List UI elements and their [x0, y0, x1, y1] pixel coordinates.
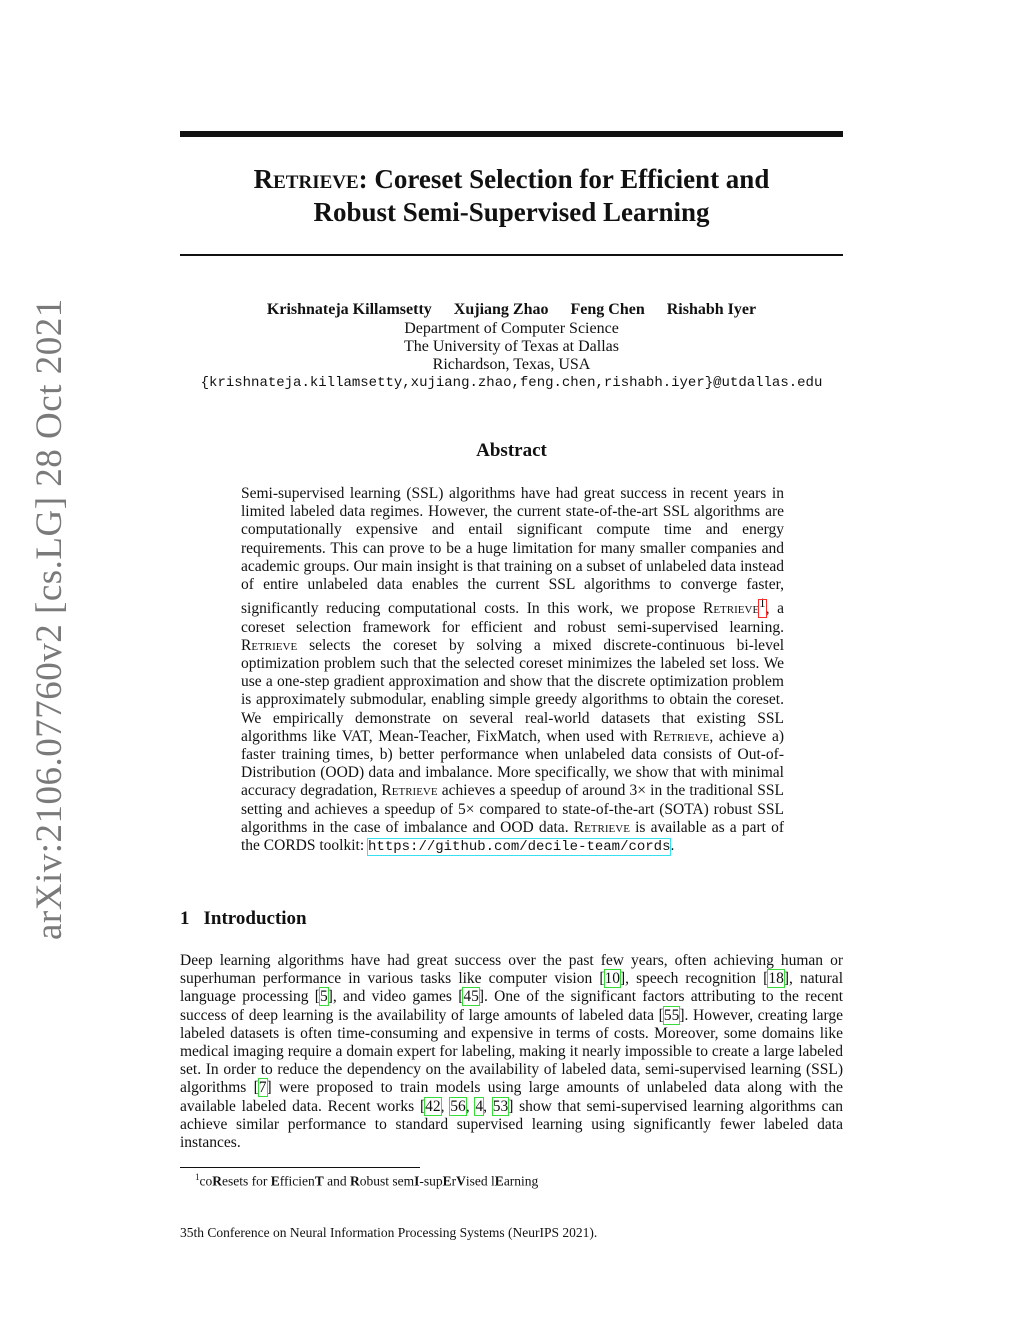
author-2: Xujiang Zhao [453, 301, 549, 318]
method-name: Retrieve [573, 818, 630, 836]
citation-link[interactable]: 55 [663, 1006, 680, 1024]
abstract-text-6: is available as a part of the CORDS toolkit: [241, 818, 785, 855]
introduction-paragraph: Deep learning algorithms have had great success over the past few years, often achieving human or superhuman performance in various tasks like computer vision [10], speech recognition [18], natural language processing [5], and video games [45]. One of the significant factors attributing to the recent success of deep learning is the availability of large amounts of labeled data [55]. However, creating large labeled datasets is often time-consuming and expensive in terms of costs. Moreover, some domains like medical imaging require a domain expert for labeling, making it nearly impossible to create a large labeled set. In order to reduce the dependency on the availability of labeled data, semi-supervised learning (SSL) algorithms [7] were proposed to train models using large amounts of unlabeled data along with the available labeled data. Recent works [42, 56, 4, 53] show that semi-supervised learning algorithms can achieve similar performance to standard supervised learning using significantly fewer labeled data instances. [180, 952, 844, 1152]
abstract-text-4: , achieve a) faster training times, b) better performance when unlabeled data consists of Out-of-Distribution (OOD) data and imbalance. More specifically, we show that with minimal accuracy degradation, [241, 727, 785, 800]
author-1: Krishnateja Killamsetty [266, 301, 432, 318]
title-line2: Robust Semi-Supervised Learning [313, 197, 710, 227]
title-name: Retrieve [253, 164, 359, 194]
top-rule [180, 131, 843, 137]
author-list [180, 300, 843, 320]
author-4: Rishabh Iyer [666, 301, 757, 318]
footnote-mark: 1 [195, 1172, 200, 1182]
citation-link[interactable]: 7 [258, 1079, 267, 1097]
citation-link[interactable]: 10 [604, 970, 620, 988]
author-3: Feng Chen [570, 301, 645, 318]
abstract-text-2: , a coreset selection framework for efficient and robust semi-supervised learning. [241, 600, 784, 636]
section-number: 1 [180, 908, 190, 929]
citation-link[interactable]: 53 [492, 1097, 509, 1115]
university: The University of Texas at Dallas [404, 338, 619, 355]
citation-link[interactable]: 42 [425, 1097, 441, 1115]
footnote-link[interactable]: 1 [759, 600, 765, 617]
affiliation-block [150, 320, 873, 392]
venue-line: 35th Conference on Neural Information Processing Systems (NeurIPS 2021). [180, 1225, 598, 1240]
citation-link[interactable]: 4 [475, 1097, 484, 1115]
department: Department of Computer Science [404, 320, 619, 337]
title-bottom-rule [180, 254, 843, 256]
abstract-heading: Abstract [476, 440, 547, 461]
paper-title [180, 163, 843, 229]
abstract-body: Semi-supervised learning (SSL) algorithms have had great success in recent years in limited labeled data regimes. However, the current state-of-the-art SSL algorithms are computationally expensive and entail significant compute time and energy requirements. This can prove to be a huge limitation for many smaller companies and academic groups. Our main insight is that training on a subset of unlabeled data instead of entire unlabeled data enables the current SSL algorithms to converge faster, significantly reducing computational costs. In this work, we propose Retrieve$^1$, a coreset selection framework for efficient and robust semi-supervised learning. Retrieve selects the coreset by solving a mixed discrete-continuous bi-level optimization problem such that the selected coreset minimizes the labeled set loss. We use a one-step gradient approximation and show that the discrete optimization problem is approximately submodular, enabling simple greedy algorithms to obtain the coreset. We empirically demonstrate on several real-world datasets that existing SSL algorithms like VAT, Mean-Teacher, FixMatch, when used with Retrieve, achieve a) faster training times, b) better performance when unlabeled data consists of Out-of-Distribution (OOD) data and imbalance. More specifically, we show that with minimal accuracy degradation, Retrieve achieves a speedup of around 3× in the traditional SSL setting and achieves a speedup of 5× compared to state-of-the-art (SOTA) robust SSL algorithms in the case of imbalance and OOD data. Retrieve is available as a part of the CORDS toolkit: https://github.com/decile-team/cords. [241, 485, 785, 856]
abstract-text-5: achieves a speedup of around 3× in the traditional SSL setting and achieves a speedup of 5× compared to state-of-the-art (SOTA) robust SSL algorithms in the case of imbalance and OOD data. [241, 782, 784, 836]
author-emails: {krishnateja.killamsetty,xujiang.zhao,feng.chen,rishabh.iyer}@utdallas.edu [200, 375, 823, 391]
citation-link[interactable]: 45 [463, 988, 479, 1006]
method-name: Retrieve [381, 782, 438, 800]
section-title: Introduction [203, 908, 307, 929]
location: Richardson, Texas, USA [432, 356, 591, 373]
citation-link[interactable]: 5 [319, 988, 328, 1006]
section-heading [180, 908, 307, 930]
arxiv-side-label: arXiv:2106.07760v2 [cs.LG] 28 Oct 2021 [29, 298, 70, 940]
abstract-text-3: selects the coreset by solving a mixed discrete-continuous bi-level optimization problem such that the selected coreset minimizes the labeled set loss. We use a one-step gradient approximation and show that the discrete optimization problem is approximately submodular, enabling simple greedy algorithms to obtain the coreset. We empirically demonstrate on several real-world datasets that existing SSL algorithms like VAT, Mean-Teacher, FixMatch, when used with [241, 636, 785, 745]
method-name: Retrieve [653, 727, 710, 745]
footnote-rule [180, 1167, 420, 1168]
abstract-text-1: Semi-supervised learning (SSL) algorithms have had great success in recent years in limited labeled data regimes. However, the current state-of-the-art SSL algorithms are computationally expensive and entail significant compute time and energy requirements. This can prove to be a huge limitation for many smaller companies and academic groups. Our main insight is that training on a subset of unlabeled data instead of entire unlabeled data enables the current SSL algorithms to converge faster, significantly reducing computational costs. In this work, we propose [241, 485, 784, 618]
method-name: Retrieve [241, 636, 298, 654]
citation-link[interactable]: 56 [450, 1097, 466, 1115]
citation-link[interactable]: 18 [768, 970, 784, 988]
title-line1: : Coreset Selection for Efficient and [358, 164, 770, 194]
method-name: Retrieve [703, 600, 760, 618]
github-link[interactable]: https://github.com/decile-team/cords [368, 839, 671, 856]
footnote: $^1$coResets for EfficienT and Robust semI-supErVised lEarning [195, 1172, 539, 1189]
